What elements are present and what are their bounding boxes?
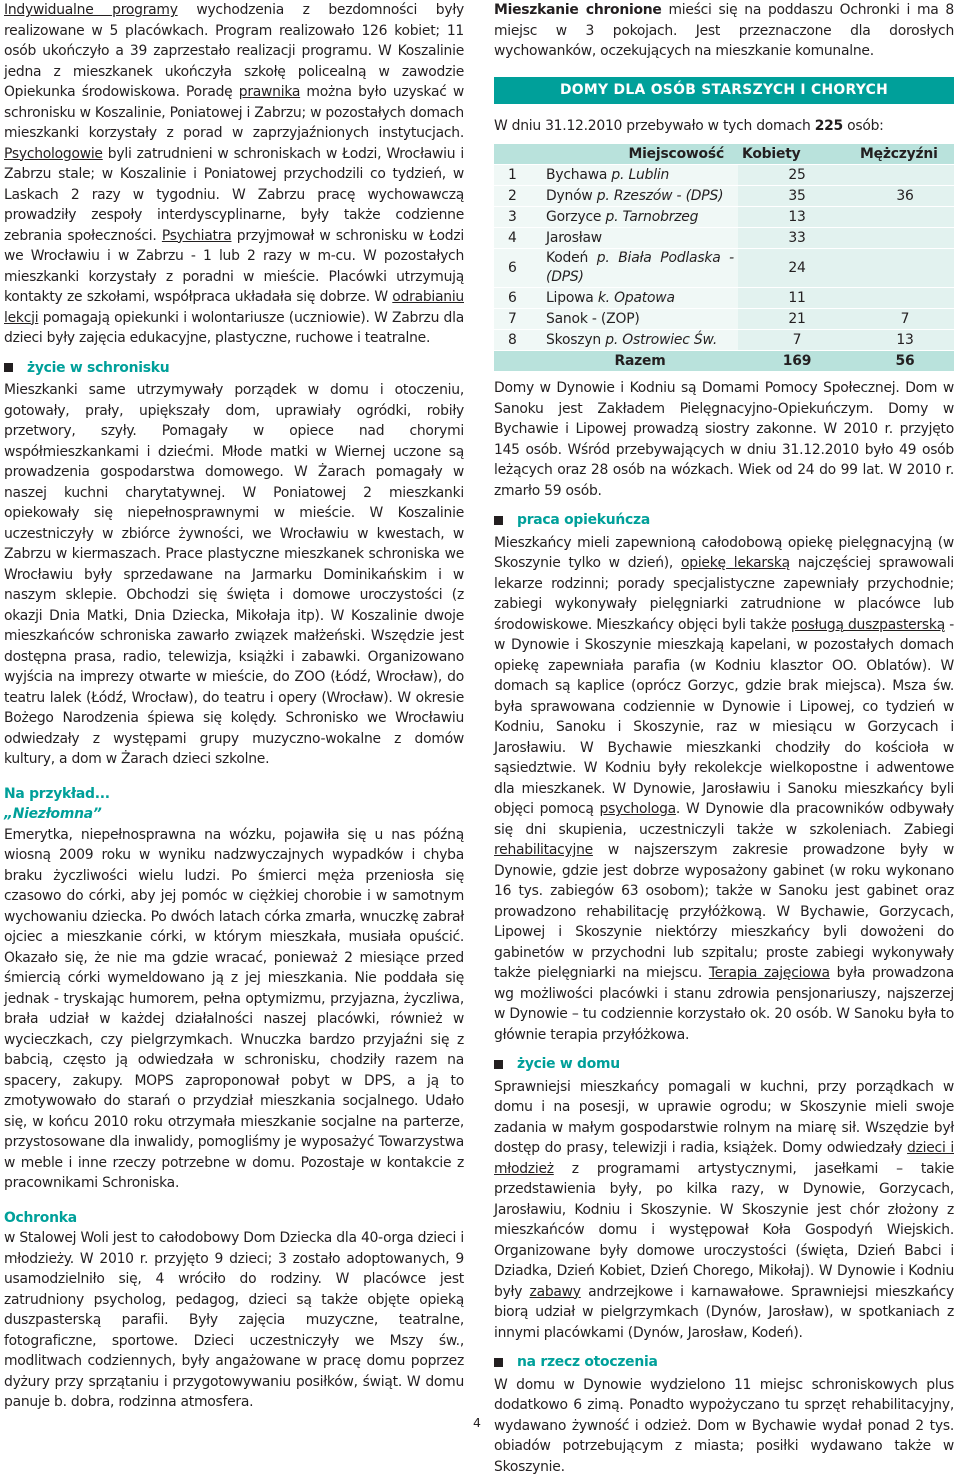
section-banner: DOMY DLA OSÓB STARSZYCH I CHORYCH — [494, 77, 954, 104]
text-run: wychodzenia z bezdomności były realizowane w 5 placówkach. Program realizowało 126 kobiet; 11 osób ukończyło a 39 zaprzestało realizacji programu. W Koszalinie jedna z mieszkanek ukończyła szkołę policealną w zawodzie Opiekunka środowiskowa. Poradę — [4, 2, 464, 100]
place-region: k. Opatowa — [598, 290, 675, 306]
link-psychologist: psychologa — [600, 801, 676, 817]
residents-table — [494, 144, 954, 372]
link-lawyer: prawnika — [239, 84, 300, 100]
row-women: 35 — [738, 186, 856, 207]
header-place: Miejscowość — [494, 144, 738, 165]
row-men — [856, 207, 954, 228]
text-run: można było uzyskać w schronisku w Koszalinie, Poniatowej i Zabrzu; w pozostałych domach mieszkanki korzystały z porad w zaprzyjaźnionych instytucjach. — [4, 84, 464, 141]
place-region: p. Lublin — [611, 167, 669, 183]
link-parties: zabawy — [530, 1284, 581, 1300]
row-place — [542, 288, 738, 309]
place-name: Bychawa — [546, 167, 611, 183]
text-run: byli zatrudnieni w schroniskach w Łodzi, Wrocławiu i Zabrzu stale; w Koszalinie i Poniatowej przychodzili co tydzień, w Laskach 2 razy w tygodniu. W Zabrzu pracę wychowawczą prowadziły zespoły interdyscyplinarne, były także codzienne zebrania społeczności. — [4, 146, 464, 244]
text-run: w najszerszym zakresie prowadzone były w Dynowie, gdzie jest dobrze wyposażony gabinet (w roku wykonano 16 tys. zabiegów 63 osobom); także w Sanoku jest gabinet oraz prowadzono rehabilitację przyłóżkową. W Bychawie, Gorzycach, Lipowej i Skoszynie niektórzy mieszkańcy byli dowożeni do gabinetów w przychodni lub szpitalu; proste zabiegi wykonywały także pielęgniarki na miejscu. — [494, 842, 954, 981]
right-column — [494, 0, 954, 1477]
place-name: Skoszyn — [546, 332, 605, 348]
example-heading: Na przykład... — [4, 784, 464, 805]
bullet-square-icon — [4, 363, 13, 372]
row-number: 7 — [494, 309, 542, 330]
row-men: 7 — [856, 309, 954, 330]
row-number: 6 — [494, 288, 542, 309]
programs-paragraph — [4, 0, 464, 349]
place-name: Dynów — [546, 188, 597, 204]
page-number: 4 — [473, 1416, 481, 1430]
text-run: W dniu 31.12.2010 przebywało w tych domach — [494, 118, 815, 134]
place-name: Sanok - (ZOP) — [546, 311, 640, 327]
section-title: życie w schronisku — [27, 358, 169, 379]
text-run: najczęściej sprawowali lekarze rodzinni; porady specjalistyczne zapewniały przychodnie; zabiegi wykonywały pielęgniarki zatrudnione w placówce lub środowiskowe. Mieszkańcy objęci byli także — [494, 555, 954, 633]
bullet-square-icon — [494, 1358, 503, 1367]
sheltered-flat-bold: Mieszkanie chronione — [494, 2, 662, 18]
row-place — [542, 186, 738, 207]
after-table-paragraph: Domy w Dynowie i Kodniu są Domami Pomocy Społecznej. Dom w Sanoku jest Zakładem Pielęgnacyjno-Opiekuńczym. Domy w Bychawie i Lipowej prowadzą siostry zakonne. W 2010 r. przyjęto 145 osób. Wśród przebywających w dniu 31.12.2010 było 49 osób leżących oraz 28 osób na wózkach. Wiek od 24 do 99 lat. W 2010 r. zmarło 59 osób. — [494, 378, 954, 501]
text-run: była prowadzona wg możliwości placówki i stanu zdrowia pensjonariuszy, najszerzej w Dynowie – tu codziennie korzystało ok. 20 osób. W Sanoku była to głównie terapia przyłóżkowa. — [494, 965, 954, 1043]
table-header-row — [494, 144, 954, 165]
text-run: pomagają opiekunki i wolontariusze (uczniowie). W Zabrzu dla dzieci były zajęcia edukacyjne, plastyczne, ruchowe i teatralne. — [4, 310, 464, 347]
link-medical-care: opiekę lekarską — [681, 555, 790, 571]
community-paragraph: W domu w Dynowie wydzielono 11 miejsc schroniskowych plus dodatkowo 6 zimą. Ponadto wypożyczano tu sprzęt rehabilitacyjny, wydawano żywność i odzież. Dom w Bychawie wydał ponad 2 tys. obiadów potrzebującym z miasta; posiłki wydawano także w Skoszynie. — [494, 1375, 954, 1477]
left-column — [4, 0, 464, 1413]
row-place — [542, 207, 738, 228]
text-run: przyjmował w schronisku w Łodzi we Wrocławiu i w Zabrzu - 1 lub 2 razy w m-cu. W pozostałych mieszkanki korzystały z poradni w mieście. Placówki utrzymują kontakty ze szkołami, współpraca układała się dobrze. W — [4, 228, 464, 306]
sheltered-flat-paragraph — [494, 0, 954, 62]
text-run: mieści się na poddaszu Ochronki i ma 8 miejsc w 3 pokojach. Jest przeznaczone dla dorosłych wychowanków, oczekujących na mieszkanie komunalne. — [494, 2, 954, 59]
table-row — [494, 207, 954, 228]
place-name: Gorzyce — [546, 209, 605, 225]
row-women: 7 — [738, 330, 856, 351]
example-paragraph: Emerytka, niepełnosprawna na wózku, pojawiła się u nas późną wiosną 2009 roku w wyniku nadzwyczajnych wypadków i chyba braku życzliwości wielu ludzi. Po śmierci męża przeniosła się czasowo do córki, aby jej pomóc w ciężkiej chorobie i w samotnym wychowaniu dziecka. Po dwóch latach córka zmarła, wnuczkę zabrał ojciec a mieszkanie córki, w którym mieszkała, musiała opuścić. Okazało się, że nie ma gdzie wracać, ponieważ 2 miesiące przed śmiercią córki wymeldowano ją z jej mieszkania. Nie poddała się jednak - tryskając humorem, pełna optymizmu, przyjazna, życzliwa, brała udział w każdej działalności naszej placówki, również w wycieczkach, czy pielgrzymkach. Wnuczka bardzo przyjaźni się z babcią, często ją odwiedzała w schronisku, chodziły razem na spacery, zakupy. MOPS zaproponował pobyt w DPS, a ją to zmotywowało do starań o przydział mieszkania socjalnego. Udało się, w końcu 2010 roku otrzymała mieszkanie socjalne na parterze, przystosowane dla inwalidy, pomogliśmy je wyposażyć Towarzystwa w meble i inne rzeczy potrzebne w domu. Pozostaje w kontakcie z pracownikami Schroniska. — [4, 825, 464, 1194]
header-men: Mężczyźni — [856, 144, 954, 165]
bullet-square-icon — [494, 516, 503, 525]
link-individual-programs: Indywidualne programy — [4, 2, 178, 18]
place-region: p. Rzeszów - (DPS) — [597, 188, 724, 204]
table-row — [494, 288, 954, 309]
ochronka-heading: Ochronka — [4, 1208, 464, 1229]
link-psychiatrist: Psychiatra — [162, 228, 232, 244]
section-title: praca opiekuńcza — [517, 510, 650, 531]
row-number: 1 — [494, 165, 542, 186]
table-row — [494, 249, 954, 288]
row-women: 21 — [738, 309, 856, 330]
place-region: p. Biała Podlaska - (DPS) — [546, 250, 734, 285]
row-men — [856, 288, 954, 309]
section-heading-community — [494, 1352, 954, 1373]
text-run: andrzejkowe i karnawałowe. Sprawniejsi mieszkańcy biorą udział w pielgrzymkach (Dynów, Jarosław), w spotkaniach z innymi placówkami (Dynów, Jarosław, Kodeń). — [494, 1284, 954, 1341]
row-men — [856, 249, 954, 288]
row-number: 6 — [494, 249, 542, 288]
row-women: 13 — [738, 207, 856, 228]
link-pastoral-care: posługą duszpasterską — [791, 617, 945, 633]
total-men: 56 — [856, 351, 954, 372]
care-paragraph — [494, 533, 954, 1046]
text-run: Sprawniejsi mieszkańcy pomagali w kuchni, przy porządkach w domu i na posesji, w uprawie ogrodu; w Skoszynie mieli swoje zadania w małym gospodarstwie rolnym na miarę sił. Wszędzie był dostęp do prasy, telewizji i radia, książek. Domy odwiedzały — [494, 1079, 954, 1157]
text-run: . W Dynowie dla pracowników odbywały się dni skupienia, uczestniczyli także w szkoleniach. Zabiegi — [494, 801, 954, 838]
place-name: Lipowa — [546, 290, 598, 306]
row-men: 36 — [856, 186, 954, 207]
section-heading-home-life — [494, 1054, 954, 1075]
row-place — [542, 330, 738, 351]
ochronka-paragraph: w Stalowej Woli jest to całodobowy Dom Dziecka dla 40-orga dzieci i młodzieży. W 2010 r. przyjęto 9 dzieci; 3 zostało adoptowanych, 9 usamodzielniło się, 4 wróciło do rodziny. W placówce jest zatrudniony psycholog, pedagog, dzieci są także objęte opieką duszpasterską parafii. Były zajęcia muzyczne, teatralne, fotograficzne, sportowe. Dzieci uczestniczyły we Mszy św., modlitwach codziennych, były angażowane w pracę domu poprzez dyżury przy sprzątaniu i przygotowywaniu posiłków, świąt. W domu panuje b. dobra, rodzinna atmosfera. — [4, 1228, 464, 1413]
row-women: 24 — [738, 249, 856, 288]
total-spacer — [494, 351, 542, 372]
text-run: z programami artystycznymi, jasełkami – takie przedstawienia były, po kilka razy, w Dynowie, Gorzycach, Jarosławiu, Kodniu i Skoszynie. W Skoszynie jest chór złożony z mieszkańców domu i występował Koła Gospodyń Wiejskich. Organizowane były domowe uroczystości (święta, Dzień Babci i Dziadka, Dzień Kobiet, Dzień Chorego, Mikołaj). W Dynowie i Kodniu były — [494, 1161, 954, 1300]
row-men — [856, 228, 954, 249]
table-row — [494, 165, 954, 186]
row-number: 8 — [494, 330, 542, 351]
total-residents: 225 — [815, 118, 843, 134]
section-heading-care — [494, 510, 954, 531]
row-number: 4 — [494, 228, 542, 249]
text-run: Mieszkańcy mieli zapewnioną całodobową opiekę pielęgnacyjną (w Skoszynie tylko w dzień), — [494, 535, 954, 572]
table-intro — [494, 116, 954, 137]
row-women: 25 — [738, 165, 856, 186]
row-number: 2 — [494, 186, 542, 207]
row-place — [542, 228, 738, 249]
total-label: Razem — [542, 351, 738, 372]
link-rehabilitation: rehabilitacyjne — [494, 842, 593, 858]
text-run: - w Dynowie i Skoszynie mieszkają kapelani, w pozostałych domach opiekę zapewniała parafia (w Kodniu klasztor OO. Oblatów). W domach są kaplice (oprócz Gorzyc, gdzie brak miejsca). Msza św. była sprawowana codziennie w Dynowie i Lipowej, co tydzień w Kodniu, Sanoku i Skoszynie, raz w miesiącu w Gorzycach i Jarosławiu. W Bychawie mieszkanki chodziły do kościoła w sąsiedztwie. W Kodniu były rekolekcje wielkopostne i adwentowe dla mieszkanek. W Dynowie, Jarosławiu i Sanoku mieszkańcy byli objęci pomocą — [494, 617, 954, 818]
place-name: Kodeń — [546, 250, 597, 266]
section-heading-shelter-life — [4, 358, 464, 379]
row-men — [856, 165, 954, 186]
shelter-life-paragraph: Mieszkanki same utrzymywały porządek w domu i otoczeniu, gotowały, prały, upiększały dom, uprawiały ogródki, robiły przetwory, szyły. Pomagały w opiece nad chorymi współmieszkankami i dziećmi. Młode matki w Wiernej uczone są prowadzenia gospodarstwa domowego. W Żarach pomagały w naszej kuchni charytatywnej. W Poniatowej 2 mieszkanki opiekowały się niepełnosprawnymi w mieście. W Koszalinie uczestniczyły w zbiórce żywności, we Wrocławiu w kwestach, w Zabrzu w kiermaszach. Prace plastyczne mieszkanek schroniska we Wrocławiu były sprzedawane na Jarmarku Dominikańskim i w naszym sklepie. Obchodzi się święta i domowe uroczystości (z okazji Dnia Matki, Dnia Dziecka, Mikołaja itp). W Koszalinie dwoje mieszkańców schroniska zawarło związek małżeński. Wszędzie jest dostępna prasa, radio, telewizja, książki i zabawki. Organizowano wyjścia na imprezy otwarte w mieście, do ZOO (Łódź, Wrocław), do teatru lalek (Łódź, Wrocław), do teatru i opery (Wrocław). W okresie Bożego Narodzenia śpiewa się kolędy. Schronisko we Wrocławiu odwiedzały z występami grupy muzyczno-wokalne z domów kultury, a dom w Żarach dzieci szkolne. — [4, 380, 464, 770]
place-region: p. Ostrowiec Św. — [605, 332, 717, 348]
row-men: 13 — [856, 330, 954, 351]
table-total-row — [494, 351, 954, 372]
link-occupational-therapy: Terapia zajęciowa — [709, 965, 830, 981]
place-region: p. Tarnobrzeg — [605, 209, 698, 225]
text-run: osób: — [843, 118, 884, 134]
row-number: 3 — [494, 207, 542, 228]
section-title: życie w domu — [517, 1054, 620, 1075]
section-title: na rzecz otoczenia — [517, 1352, 658, 1373]
table-row — [494, 186, 954, 207]
place-name: Jarosław — [546, 230, 602, 246]
header-women: Kobiety — [738, 144, 856, 165]
home-life-paragraph — [494, 1077, 954, 1344]
example-subtitle: „Niezłomna” — [4, 804, 464, 825]
table-row — [494, 330, 954, 351]
table-body — [494, 165, 954, 351]
table-row — [494, 309, 954, 330]
row-place — [542, 165, 738, 186]
bullet-square-icon — [494, 1060, 503, 1069]
row-place — [542, 309, 738, 330]
total-women: 169 — [738, 351, 856, 372]
row-women: 11 — [738, 288, 856, 309]
table-row — [494, 228, 954, 249]
link-children-youth: dzieci i młodzież — [494, 1140, 954, 1177]
link-psychologists: Psychologowie — [4, 146, 103, 162]
row-place — [542, 249, 738, 288]
link-homework: odrabianiu lekcji — [4, 289, 464, 326]
row-women: 33 — [738, 228, 856, 249]
